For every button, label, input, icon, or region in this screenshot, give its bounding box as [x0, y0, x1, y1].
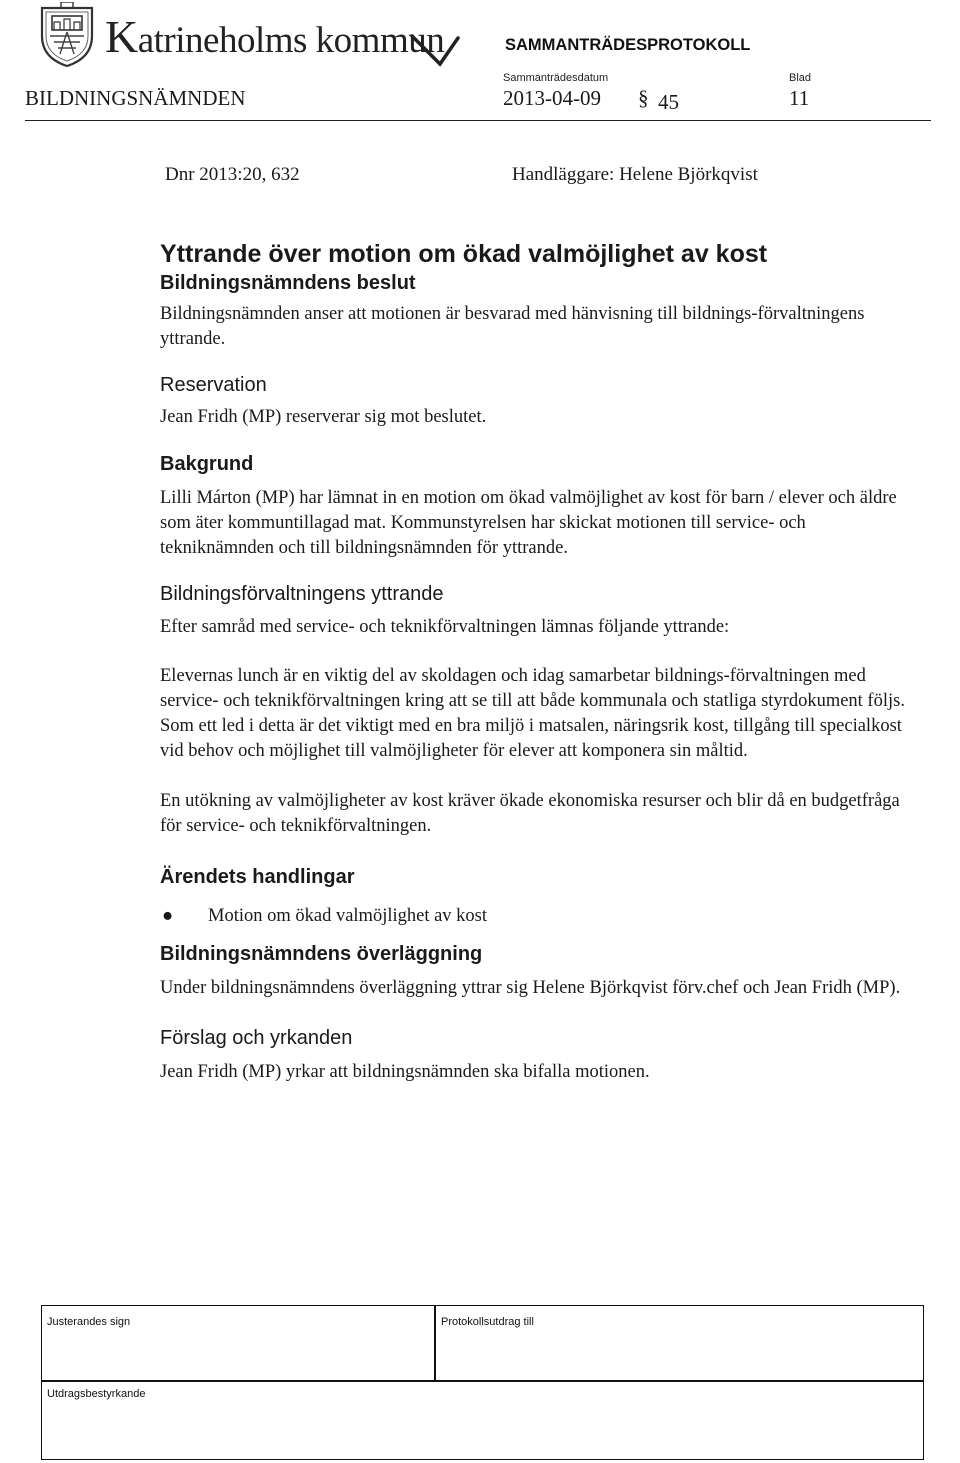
extract-certification-label: Utdragsbestyrkande	[47, 1388, 146, 1400]
statement-intro: Efter samråd med service- och teknikförvaltningen lämnas följande yttrande:	[160, 617, 730, 637]
adjuster-signature-label: Justerandes sign	[47, 1316, 131, 1328]
page-number: 11	[789, 86, 810, 110]
list-item	[160, 904, 920, 929]
meeting-date-label: Sammanträdesdatum	[503, 72, 609, 84]
statement-paragraph-1: Elevernas lunch är en viktig del av skoldagen och idag samarbetar bildnings-förvaltningen med service- och teknikförvaltningen kring att se till att både kommunala och statliga styrdokument följs. Som ett led i detta är det viktigt med en bra miljö i matsalen, näringsrik kost, tillgång till specialkost vid behov och möjlighet till valmöjligheter för elever att komponera sin måltid.	[160, 666, 905, 761]
documents-heading: Ärendets handlingar	[160, 866, 355, 888]
case-officer: Handläggare: Helene Björkqvist	[512, 164, 758, 185]
decision-text: Bildningsnämnden anser att motionen är besvarad med hänvisning till bildnings-förvaltningens yttrande.	[160, 304, 865, 349]
statement-paragraph-2: En utökning av valmöjligheter av kost kräver ökade ekonomiska resurser och blir då en budgetfråga för service- och teknikförvaltningen.	[160, 791, 900, 836]
statement-heading: Bildningsförvaltningens yttrande	[160, 583, 444, 605]
background-text: Lilli Márton (MP) har lämnat in en motion om ökad valmöjlighet av kost för barn / elever och äldre som äter kommuntillagad mat. Kommunstyrelsen har skickat motionen till service- och tekniknämnden och till bildningsnämnden för yttrande.	[160, 488, 897, 558]
municipal-crest-logo	[38, 2, 96, 68]
document-type: SAMMANTRÄDESPROTOKOLL	[505, 36, 751, 54]
extract-recipient-label: Protokollsutdrag till	[441, 1316, 534, 1328]
meeting-date: 2013-04-09	[503, 86, 601, 110]
reservation-text: Jean Fridh (MP) reserverar sig mot beslutet.	[160, 407, 487, 427]
item-title: Yttrande över motion om ökad valmöjlighet av kost	[160, 240, 768, 268]
case-number: Dnr 2013:20, 632	[165, 164, 300, 185]
reservation-heading: Reservation	[160, 374, 267, 396]
paragraph-mark: §	[638, 86, 649, 110]
deliberation-text: Under bildningsnämndens överläggning yttrar sig Helene Björkqvist förv.chef och Jean Fridh (MP).	[160, 978, 901, 998]
signature-box-divider-horizontal	[41, 1380, 924, 1382]
decision-heading: Bildningsnämndens beslut	[160, 272, 416, 294]
page-label: Blad	[789, 72, 812, 84]
protocol-body	[160, 238, 920, 1085]
signature-box	[41, 1305, 924, 1460]
logo-swoosh-icon	[410, 30, 460, 70]
committee-name: BILDNINGSNÄMNDEN	[25, 86, 246, 110]
proposals-text: Jean Fridh (MP) yrkar att bildningsnämnden ska bifalla motionen.	[160, 1062, 650, 1082]
deliberation-heading: Bildningsnämndens överläggning	[160, 943, 483, 965]
document-item-label: Motion om ökad valmöjlighet av kost	[208, 906, 488, 926]
bullet-icon: ●	[162, 906, 174, 926]
signature-box-divider-vertical	[434, 1305, 436, 1381]
background-heading: Bakgrund	[160, 453, 254, 475]
organization-name: Katrineholms kommun	[105, 11, 445, 62]
paragraph-number: 45	[658, 90, 679, 114]
header-divider	[25, 120, 931, 121]
proposals-heading: Förslag och yrkanden	[160, 1027, 353, 1049]
